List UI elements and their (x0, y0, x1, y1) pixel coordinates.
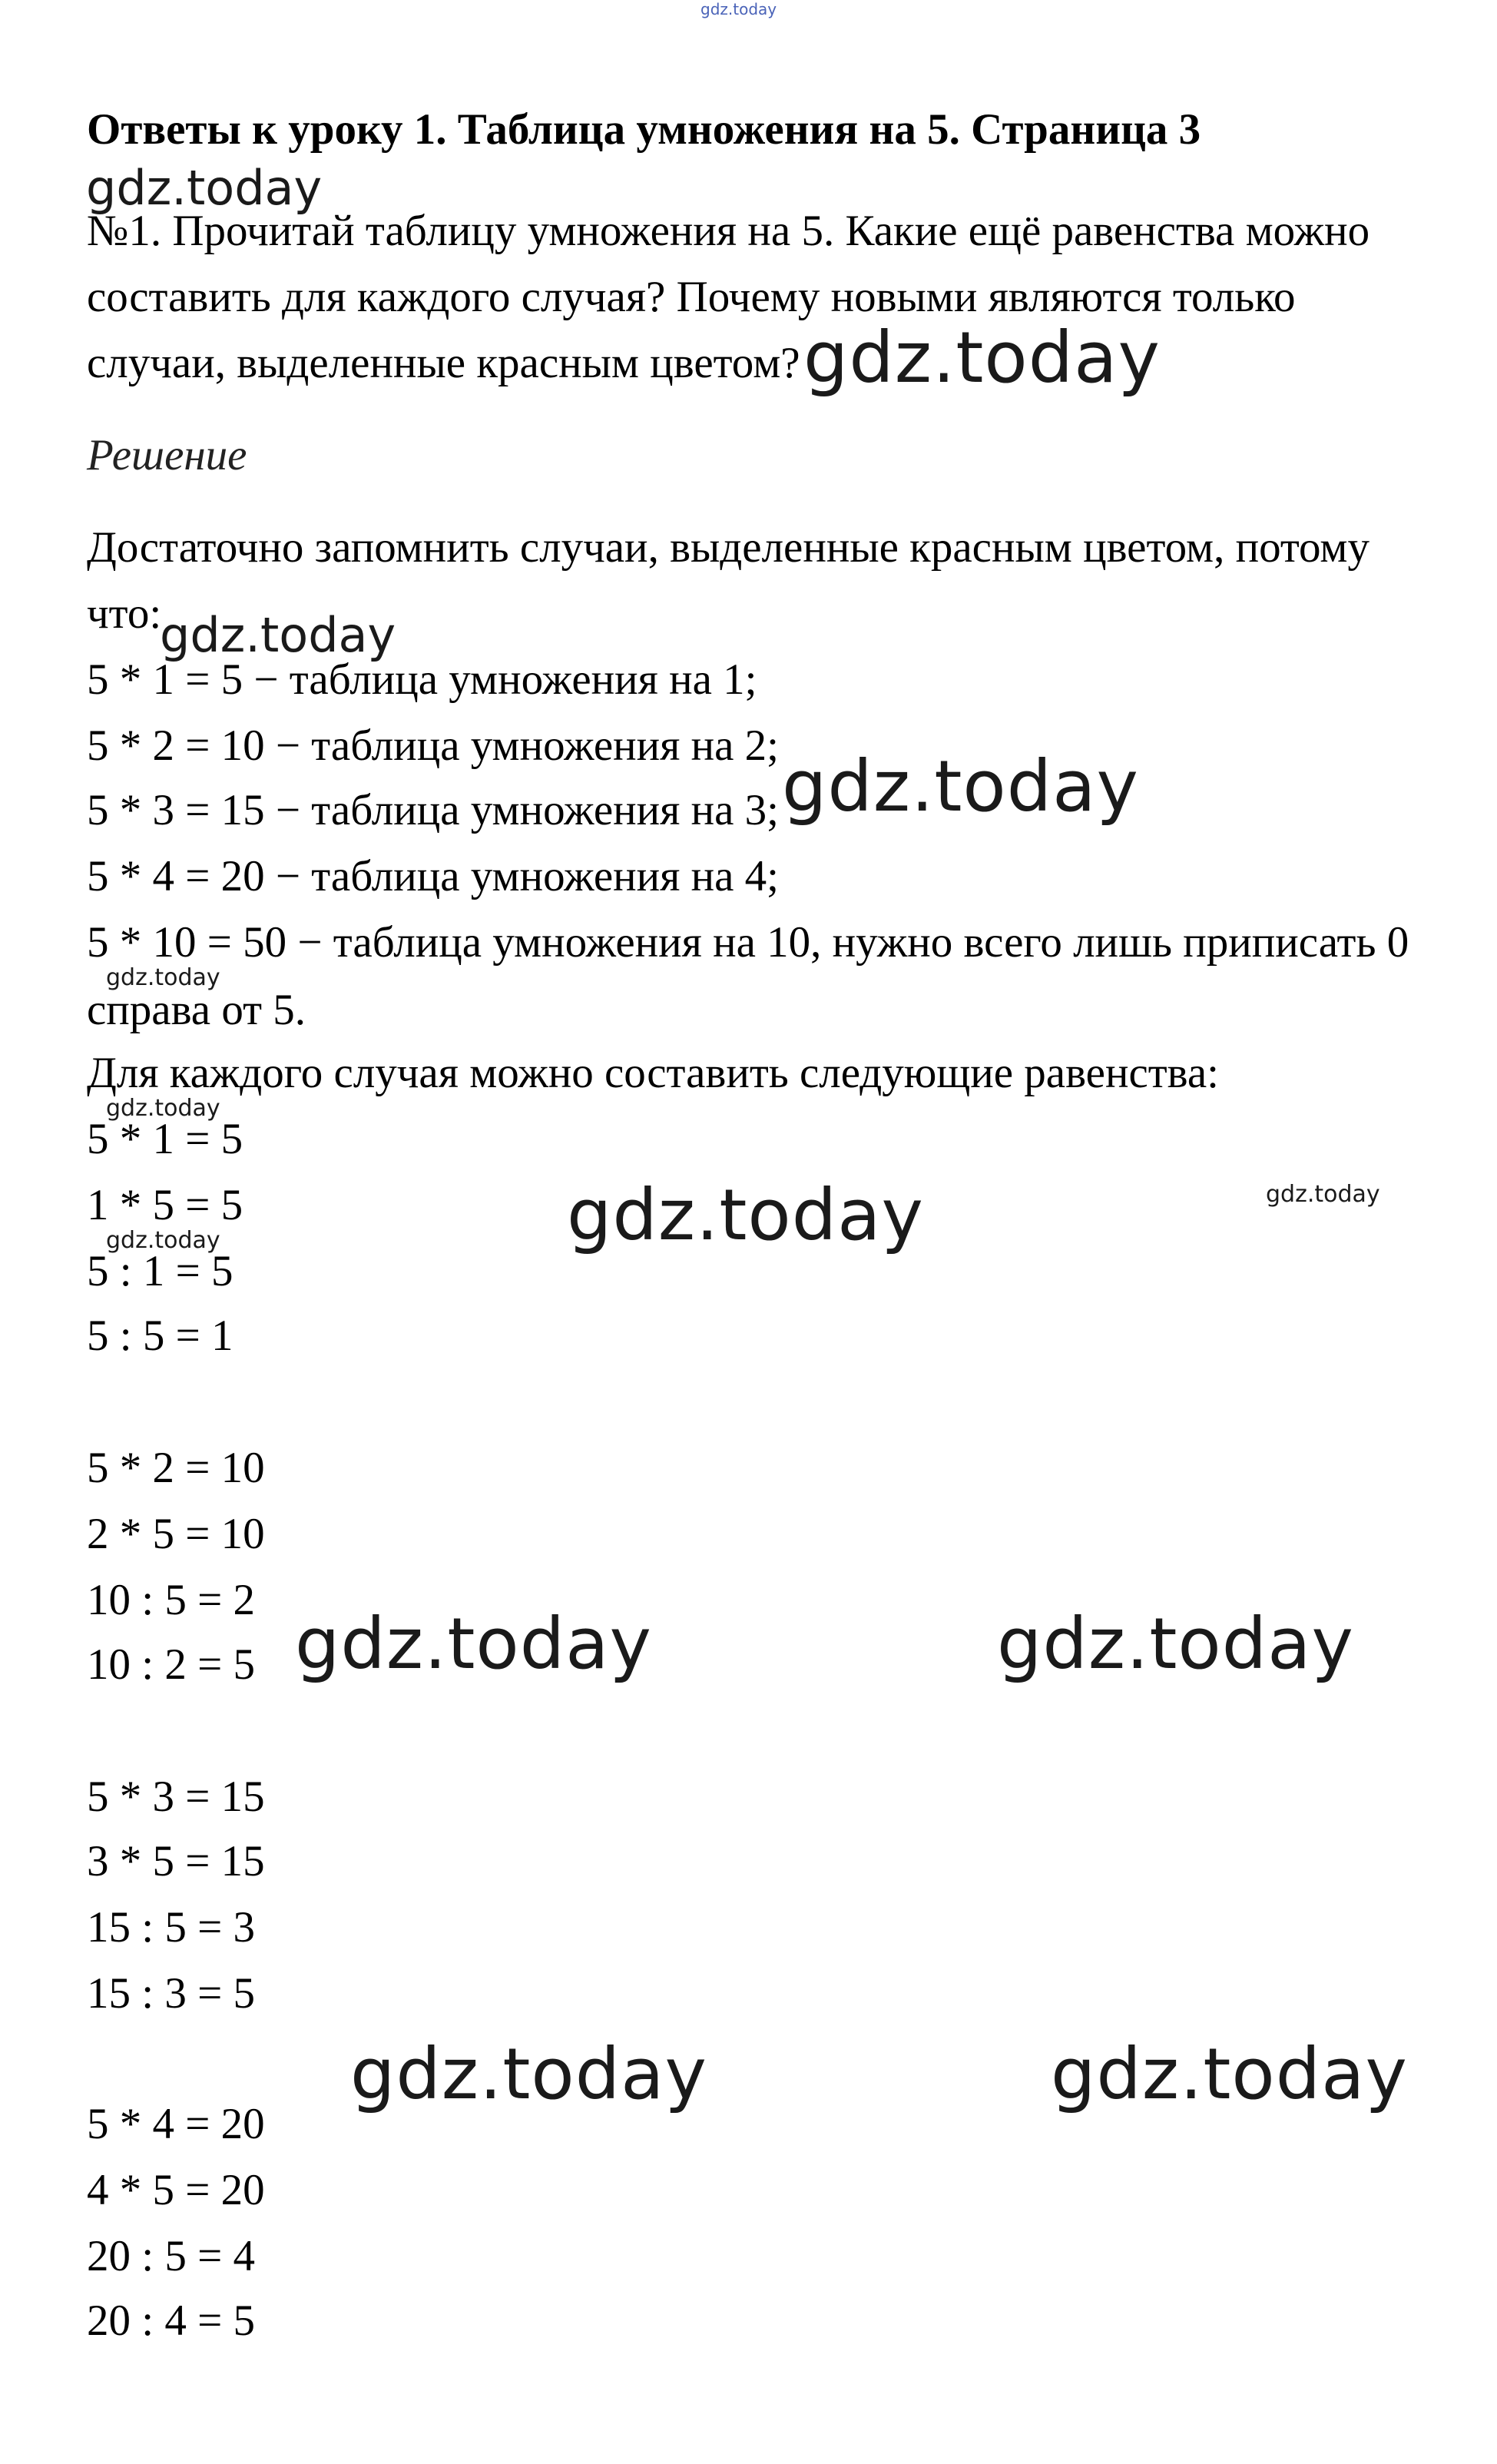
reason-line: 5 * 3 = 15 − таблица умножения на 3; (87, 786, 779, 834)
equality-line: 1 * 5 = 5 (87, 1181, 243, 1229)
watermark: gdz.today (350, 2033, 707, 2115)
page-title: Ответы к уроку 1. Таблица умножения на 5. Страница 3 (87, 105, 1201, 154)
equality-line: 5 * 2 = 10 (87, 1444, 265, 1492)
equality-line: 10 : 5 = 2 (87, 1576, 255, 1624)
watermark: gdz.today (86, 160, 323, 216)
equality-line: 10 : 2 = 5 (87, 1640, 255, 1689)
reason-line: справа от 5. (87, 986, 306, 1034)
watermark: gdz.today (803, 317, 1161, 399)
watermark: gdz.today (106, 1095, 220, 1122)
watermark: gdz.today (160, 607, 396, 663)
equality-line: 5 * 1 = 5 (87, 1115, 243, 1163)
equality-line: 20 : 4 = 5 (87, 2297, 255, 2345)
watermark: gdz.today (1051, 2033, 1408, 2115)
equality-line: 3 * 5 = 15 (87, 1837, 265, 1885)
watermark: gdz.today (1266, 1181, 1380, 1208)
reason-line: 5 * 4 = 20 − таблица умножения на 4; (87, 852, 779, 900)
watermark: gdz.today (782, 745, 1139, 827)
task-line: составить для каждого случая? Почему новыми являются только (87, 273, 1296, 321)
solution-intro-line: Достаточно запомнить случаи, выделенные красным цветом, потому (87, 523, 1370, 572)
watermark: gdz.today (567, 1174, 924, 1256)
equality-line: 15 : 3 = 5 (87, 1969, 255, 2018)
task-line: случаи, выделенные красным цветом? (87, 339, 800, 387)
solution-intro-line: что: (87, 589, 162, 638)
watermark: gdz.today (997, 1603, 1354, 1685)
watermark: gdz.today (106, 964, 220, 991)
equality-line: 15 : 5 = 3 (87, 1903, 255, 1952)
equality-line: 5 : 1 = 5 (87, 1247, 233, 1295)
task-line: №1. Прочитай таблицу умножения на 5. Какие ещё равенства можно (87, 207, 1370, 255)
equality-line: 5 : 5 = 1 (87, 1312, 233, 1360)
equality-line: 5 * 3 = 15 (87, 1773, 265, 1821)
equality-line: 20 : 5 = 4 (87, 2232, 255, 2280)
watermark: gdz.today (295, 1603, 652, 1685)
watermark: gdz.today (106, 1227, 220, 1254)
equality-line: 4 * 5 = 20 (87, 2166, 265, 2214)
reason-line: 5 * 1 = 5 − таблица умножения на 1; (87, 655, 757, 704)
equalities-intro: Для каждого случая можно составить следующие равенства: (87, 1049, 1219, 1097)
reason-line: 5 * 10 = 50 − таблица умножения на 10, нужно всего лишь приписать 0 (87, 918, 1409, 967)
solution-heading: Решение (87, 431, 247, 479)
equality-line: 2 * 5 = 10 (87, 1510, 265, 1558)
header-watermark: gdz.today (700, 0, 777, 18)
reason-line: 5 * 2 = 10 − таблица умножения на 2; (87, 721, 779, 770)
equality-line: 5 * 4 = 20 (87, 2100, 265, 2148)
